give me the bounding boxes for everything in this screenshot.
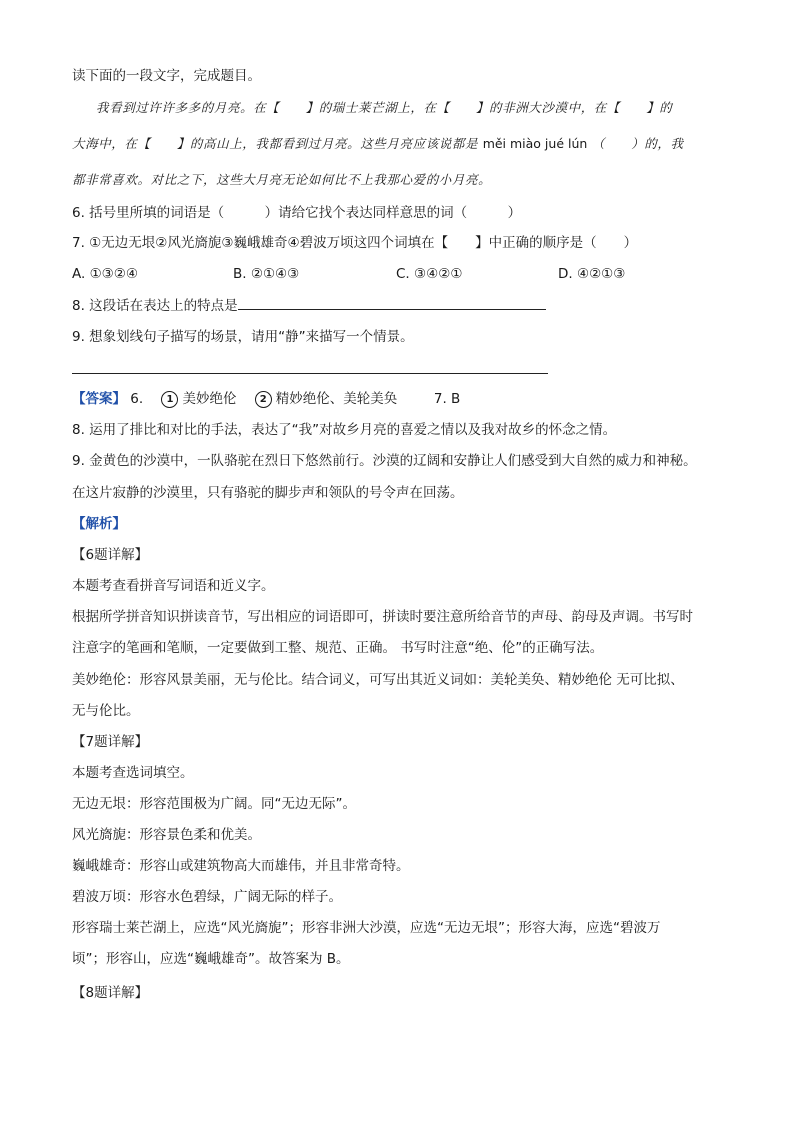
q8-answer-line (238, 295, 546, 310)
passage-line-3: 都非常喜欢。对比之下，这些大月亮无论如何比不上我那心爱的小月亮。 (72, 172, 492, 187)
circle-number-1: 1 (161, 391, 178, 408)
answer-q6-word-1: 美妙绝伦 (182, 391, 237, 407)
q7-option-d: D. ④②①③ (558, 266, 626, 282)
question-8 (72, 295, 546, 316)
analysis-7-para-2: 无边无垠：形容范围极为广阔。同“无边无际”。 (72, 796, 356, 812)
answer-q7: 7. B (433, 391, 461, 407)
q7-option-a: A. ①③②④ (72, 266, 138, 282)
answer-line-6-7 (72, 389, 460, 409)
analysis-6-para-4: 美妙绝伦：形容风景美丽，无与伦比。结合词义，可写出其近义词如：美轮美奂、精妙绝伦 无可比拟、 (72, 672, 684, 688)
analysis-tag: 【解析】 (72, 516, 126, 532)
analysis-7-para-5: 碧波万顷：形容水色碧绿，广阔无际的样子。 (72, 889, 342, 905)
passage-line-2 (72, 134, 684, 154)
circle-number-2: 2 (255, 391, 272, 408)
analysis-6-para-2: 根据所学拼音知识拼读音节，写出相应的词语即可，拼读时要注意所给音节的声母、韵母及声调。书写时 (72, 609, 693, 625)
answer-q6-number: 6. (130, 391, 144, 407)
answer-q8: 8. 运用了排比和对比的手法，表达了“我”对故乡月亮的喜爱之情以及我对故乡的怀念之情。 (72, 422, 617, 438)
question-8-text: 8. 这段话在表达上的特点是 (72, 298, 238, 314)
passage-line-1: 我看到过许许多多的月亮。在【 】的瑞士莱芒湖上，在【 】的非洲大沙漠中，在【 】的 (96, 100, 673, 115)
section-heading-7: 【7题详解】 (72, 734, 149, 750)
analysis-6-para-1: 本题考查看拼音写词语和近义字。 (72, 578, 275, 594)
passage-line-2-text: 大海中，在【 】的高山上，我都看到过月亮。这些月亮应该说都是 (72, 136, 479, 151)
analysis-7-para-1: 本题考查选词填空。 (72, 765, 194, 781)
answer-q6-word-2: 精妙绝伦、美轮美奂 (275, 391, 398, 407)
answer-q9-line-1: 9. 金黄色的沙漠中，一队骆驼在烈日下悠然前行。沙漠的辽阔和安静让人们感受到大自然的威力和神秘。 (72, 453, 697, 469)
analysis-6-para-5: 无与伦比。 (72, 703, 140, 719)
analysis-6-para-3: 注意字的笔画和笔顺，一定要做到工整、规范、正确。 书写时注意“绝、伦”的正确写法。 (72, 640, 604, 656)
answer-tag: 【答案】 (72, 391, 126, 407)
analysis-7-para-4: 巍峨雄奇：形容山或建筑物高大而雄伟，并且非常奇特。 (72, 858, 410, 874)
analysis-7-para-7: 顷”；形容山，应选“巍峨雄奇”。故答案为 B。 (72, 951, 350, 967)
question-9: 9. 想象划线句子描写的场景，请用“静”来描写一个情景。 (72, 329, 414, 345)
passage-line-2-tail: （ ）的，我 (591, 136, 684, 151)
q7-option-c: C. ③④②① (396, 266, 463, 282)
question-6: 6. 括号里所填的词语是（ ）请给它找个表达同样意思的词（ ） (72, 205, 522, 221)
instruction-text: 读下面的一段文字，完成题目。 (72, 68, 261, 84)
question-7: 7. ①无边无垠②风光旖旎③巍峨雄奇④碧波万顷这四个词填在【 】中正确的顺序是（ ） (72, 235, 638, 251)
q9-answer-line (72, 373, 548, 374)
analysis-7-para-3: 风光旖旎：形容景色柔和优美。 (72, 827, 261, 843)
answer-q9-line-2: 在这片寂静的沙漠里，只有骆驼的脚步声和领队的号令声在回荡。 (72, 485, 464, 501)
pinyin-text: měi miào jué lún (482, 136, 588, 151)
analysis-7-para-6: 形容瑞士莱芒湖上，应选“风光旖旎”；形容非洲大沙漠，应选“无边无垠”；形容大海，应选“碧波万 (72, 920, 661, 936)
q7-option-b: B. ②①④③ (233, 266, 300, 282)
section-heading-6: 【6题详解】 (72, 547, 149, 563)
section-heading-8: 【8题详解】 (72, 985, 149, 1001)
